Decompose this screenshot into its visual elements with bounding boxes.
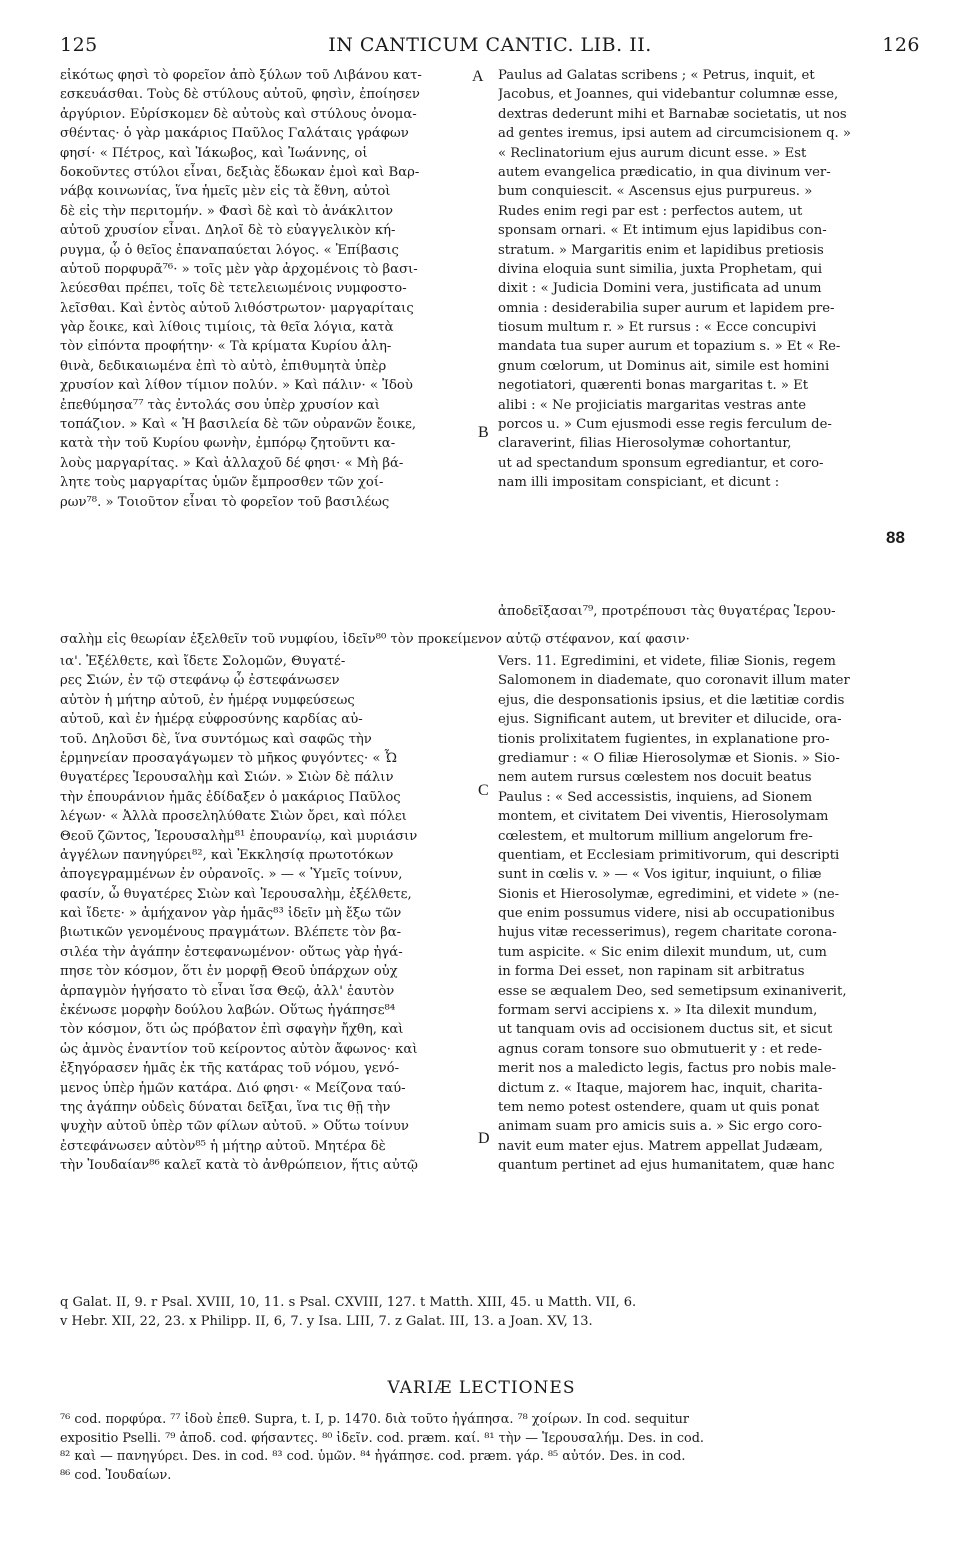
latin-line: Salomonem in diademate, quo coronavit illum mater bbox=[498, 673, 850, 689]
latin-line: in forma Dei esset, non rapinam sit arbitratus bbox=[498, 964, 805, 980]
greek-line: τοῦ. Δηλοῦσι δὲ, ἵνα συντόμως καὶ σαφῶς τὴν bbox=[60, 731, 372, 747]
greek-line: μενος ὑπὲρ ἡμῶν κατάρα. Διό φησι· « Μείζονα ταύ- bbox=[60, 1080, 406, 1096]
page-number-left: 125 bbox=[60, 34, 98, 56]
latin-line: nam illi impositam conspiciant, et dicunt : bbox=[498, 475, 780, 491]
bridge-line-block bbox=[60, 630, 920, 649]
latin-line: sponsam ornari. « Et intimum ejus lapidibus con- bbox=[498, 223, 827, 239]
greek-line: Θεοῦ ζῶντος, Ἱερουσαλὴμ⁸¹ ἐπουρανίῳ, καὶ μυριάσιν bbox=[60, 828, 418, 844]
latin-line: merit nos a maledicto legis, factus pro nobis male- bbox=[498, 1061, 837, 1077]
greek-line: τὴν Ἰουδαίαν⁸⁶ καλεῖ κατὰ τὸ ἀνθρώπειον, ἥτις αὐτῷ bbox=[60, 1158, 418, 1174]
latin-line: stratum. » Margaritis enim et lapidibus pretiosis bbox=[498, 242, 824, 258]
greek-line: νάβᾳ κοινωνίας, ἵνα ἡμεῖς μὲν εἰς τὰ ἔθνη, αὐτοὶ bbox=[60, 184, 391, 200]
latin-line: Jacobus, et Joannes, qui videbantur columnæ esse, bbox=[498, 87, 839, 103]
latin-line: tum aspicite. « Sic enim dilexit mundum, ut, cum bbox=[498, 944, 827, 960]
bridge-line: σαλὴμ εἰς θεωρίαν ἐξελθεῖν τοῦ νυμφίου, ἰδεῖν⁸⁰ τὸν προκείμενον αὐτῷ στέφανον, καί φασιν· bbox=[60, 632, 690, 647]
greek-line: ἐκένωσε μορφὴν δούλου λαβών. Οὕτως ἠγάπησε⁸⁴ bbox=[60, 1003, 396, 1019]
greek-line: σιλέα τὴν ἀγάπην ἐστεφανωμένον· οὕτως γὰρ ἠγά- bbox=[60, 944, 403, 960]
variae-lectiones bbox=[60, 1411, 920, 1485]
greek-column-upper bbox=[60, 66, 465, 512]
reference-line: v Hebr. XII, 22, 23. x Philipp. II, 6, 7. y Isa. LIII, 7. z Galat. III, 13. a Joan. XV, 13. bbox=[60, 1314, 593, 1329]
greek-line: λέγων· « Ἀλλὰ προσεληλύθατε Σιὼν ὄρει, καὶ πόλει bbox=[60, 809, 407, 825]
greek-line: θυγατέρες Ἱερουσαλὴμ καὶ Σιών. » Σιὼν δὲ πάλιν bbox=[60, 770, 394, 786]
greek-line: θινὰ, δεδικαιωμένα ἐπὶ τὸ αὐτὸ, ἐπιθυμητὰ ὑπὲρ bbox=[60, 358, 387, 374]
latin-line: negotiatori, quærenti bonas margaritas t. » Et bbox=[498, 378, 809, 394]
greek-line: κατὰ τὴν τοῦ Κυρίου φωνὴν, ἐμπόρῳ ζητοῦντι κα- bbox=[60, 436, 396, 452]
greek-line: ια'. Ἐξέλθετε, καὶ ἴδετε Σολομῶν, Θυγατέ- bbox=[60, 654, 346, 669]
latin-line: grediamur : « O filiæ Hierosolymæ et Sionis. » Sio- bbox=[498, 750, 840, 766]
greek-line: εσκευάσθαι. Τοὺς δὲ στύλους αὐτοῦ, φησὶν, ἐποίησεν bbox=[60, 87, 420, 103]
latin-line: quentiam, et Ecclesiam primitivorum, qui descripti bbox=[498, 847, 840, 863]
greek-line: ἀργύριον. Εὑρίσκομεν δὲ αὐτοὺς καὶ στύλους ὀνομα- bbox=[60, 106, 417, 122]
latin-line: dextras dederunt mihi et Barnabæ societatis, ut nos bbox=[498, 106, 847, 122]
latin-line: agnus coram tonsore suo obmutuerit y : et rede- bbox=[498, 1041, 822, 1057]
latin-line: Rudes enim regi par est : perfectos autem, ut bbox=[498, 203, 803, 219]
reference-line: q Galat. II, 9. r Psal. XVIII, 10, 11. s Psal. CXVIII, 127. t Matth. XIII, 45. u Matth. VII, 6. bbox=[60, 1295, 637, 1310]
latin-line: tionis prolixitatem fugientes, in explanatione pro- bbox=[498, 731, 830, 747]
greek-column-lower bbox=[60, 652, 465, 1176]
latin-line: ut tanquam ovis ad occisionem ductus sit, et sicut bbox=[498, 1022, 833, 1038]
greek-line: αὐτοῦ, καὶ ἐν ἡμέρᾳ εὐφροσύνης καρδίας αὐ- bbox=[60, 712, 363, 728]
variant-line: ⁸⁶ cod. Ἰουδαίων. bbox=[60, 1467, 172, 1483]
latin-line: mandata tua super aurum et topazium s. » Et « Re- bbox=[498, 339, 841, 355]
greek-line: σθέντας· ὁ γὰρ μακάριος Παῦλος Γαλάταις γράφων bbox=[60, 126, 409, 142]
latin-column-upper bbox=[498, 66, 920, 493]
latin-line: ad gentes iremus, ipsi autem ad circumcisionem q. » bbox=[498, 126, 851, 142]
greek-line: βιωτικῶν γενομένους πραγμάτων. Βλέπετε τὸν βα- bbox=[60, 925, 402, 941]
latin-line: divina eloquia sunt similia, juxta Prophetam, qui bbox=[498, 261, 823, 277]
variant-line: ⁷⁶ cod. πορφύρα. ⁷⁷ ἰδοὺ ἐπεθ. Supra, t. I, p. 1470. διὰ τοῦτο ἠγάπησα. ⁷⁸ χοίρων. In cod. sequitur bbox=[60, 1412, 689, 1427]
greek-line: τὸν κόσμον, ὅτι ὡς πρόβατον ἐπὶ σφαγὴν ἤχθη, καὶ bbox=[60, 1022, 404, 1038]
latin-line: sunt in cœlis v. » — « Vos igitur, inquiunt, o filiæ bbox=[498, 867, 822, 883]
latin-line: tem nemo potest ostendere, quam ut quis ponat bbox=[498, 1099, 820, 1115]
latin-column-lower bbox=[498, 652, 920, 1176]
latin-line: navit eum mater ejus. Matrem appellat Judæam, bbox=[498, 1138, 823, 1154]
running-header bbox=[60, 34, 920, 60]
margin-marker-c: C bbox=[478, 782, 489, 799]
greek-line: εἰκότως φησὶ τὸ φορεῖον ἀπὸ ξύλων τοῦ Λιβάνου κατ- bbox=[60, 68, 422, 83]
greek-line: αὐτοῦ χρυσίον εἶναι. Δηλοῖ δὲ τὸ εὐαγγελικὸν κή- bbox=[60, 223, 396, 239]
greek-line: ἐξηγόρασεν ἡμᾶς ἐκ τῆς κατάρας τοῦ νόμου, γενό- bbox=[60, 1061, 400, 1077]
greek-line: ρυγμα, ᾧ ὁ θεῖος ἐπαναπαύεται λόγος. « Ἐπίβασις bbox=[60, 242, 399, 258]
latin-line: ejus, die desponsationis ipsius, et die lætitiæ cordis bbox=[498, 692, 845, 708]
greek-line: ψυχὴν αὐτοῦ ὑπὲρ τῶν φίλων αὐτοῦ. » Οὕτω τοίνυν bbox=[60, 1119, 409, 1135]
latin-line: Sionis et Hierosolymæ, egredimini, et videte » (ne- bbox=[498, 886, 840, 902]
greek-line: ἐπεθύμησα⁷⁷ τὰς ἐντολάς σου ὑπὲρ χρυσίον καὶ bbox=[60, 397, 380, 413]
latin-line: nem autem rursus cœlestem nos docuit beatus bbox=[498, 770, 812, 786]
latin-line: porcos u. » Cum ejusmodi esse regis ferculum de- bbox=[498, 417, 832, 433]
latin-line: omnia : desiderabilia super aurum et lapidem pre- bbox=[498, 300, 835, 316]
variant-line: expositio Pselli. ⁷⁹ ἀποδ. cod. φήσαντες. ⁸⁰ ἰδεῖν. cod. præm. καί. ⁸¹ τὴν — Ἱερουσαλήμ. Des. in cod. bbox=[60, 1430, 704, 1446]
latin-line: dixit : « Judicia Domini vera, justificata ad unum bbox=[498, 281, 822, 297]
greek-line: τοπάζιον. » Καὶ « Ἡ βασιλεία δὲ τῶν οὐρανῶν ἔοικε, bbox=[60, 417, 417, 433]
greek-line: αὐτὸν ἡ μήτηρ αὐτοῦ, ἐν ἡμέρᾳ νυμφεύσεως bbox=[60, 692, 355, 708]
greek-line: φησί· « Πέτρος, καὶ Ἰάκωβος, καὶ Ἰωάννης, οἱ bbox=[60, 145, 368, 161]
latin-line: formam servi accipiens x. » Ita dilexit mundum, bbox=[498, 1003, 818, 1019]
greek-bridge-right bbox=[498, 602, 920, 621]
scripture-references bbox=[60, 1293, 920, 1331]
greek-line: ἁρπαγμὸν ἡγήσατο τὸ εἶναι ἴσα Θεῷ, ἀλλ' ἑαυτὸν bbox=[60, 983, 395, 999]
latin-line: alibi : « Ne projiciatis margaritas vestras ante bbox=[498, 397, 807, 413]
greek-line: χρυσίον καὶ λίθον τίμιον πολύν. » Καὶ πάλιν· « Ἰδοὺ bbox=[60, 378, 413, 394]
latin-line: esse se æqualem Deo, sed semetipsum exinaniverit, bbox=[498, 983, 847, 999]
running-title: IN CANTICUM CANTIC. LIB. II. bbox=[328, 34, 652, 56]
page-number-right: 126 bbox=[882, 34, 920, 56]
latin-line: ejus. Significant autem, ut breviter et dilucide, ora- bbox=[498, 712, 842, 728]
latin-line: Paulus : « Sed accessistis, inquiens, ad Sionem bbox=[498, 789, 813, 805]
column-number-badge: 88 bbox=[886, 528, 905, 547]
variant-line: ⁸² καὶ — πανηγύρει. Des. in cod. ⁸³ cod. ὑμῶν. ⁸⁴ ἠγάπησε. cod. præm. γάρ. ⁸⁵ αὐτόν. Des. in cod. bbox=[60, 1449, 686, 1464]
latin-line: « Reclinatorium ejus aurum dicunt esse. » Est bbox=[498, 145, 807, 161]
latin-line: Vers. 11. Egredimini, et videte, filiæ Sionis, regem bbox=[498, 654, 836, 669]
bridge-prefix-line: ἀποδεῖξασαι⁷⁹, προτρέπουσι τὰς θυγατέρας Ἱερου- bbox=[498, 604, 836, 619]
greek-line: ρες Σιών, ἐν τῷ στεφάνῳ ᾧ ἐστεφάνωσεν bbox=[60, 673, 340, 689]
greek-line: τὴν ἐπουράνιον ἡμᾶς ἐδίδαξεν ὁ μακάριος Παῦλος bbox=[60, 789, 401, 805]
greek-line: ρων⁷⁸. » Τοιοῦτον εἶναι τὸ φορεῖον τοῦ βασιλέως bbox=[60, 494, 390, 510]
greek-line: της ἀγάπην οὐδεὶς δύναται δεῖξαι, ἵνα τις θῇ τὴν bbox=[60, 1099, 391, 1115]
greek-line: ἑρμηνείαν προσαγάγωμεν τὸ μῆκος φυγόντες· « Ὦ bbox=[60, 750, 398, 766]
variae-lectiones-title: VARIÆ LECTIONES bbox=[387, 1378, 576, 1398]
greek-line: λεύεσθαι πρέπει, τοῖς δὲ τετελειωμένοις νυμφοστο- bbox=[60, 281, 407, 297]
latin-line: ut ad spectandum sponsum egrediantur, et coro- bbox=[498, 455, 824, 471]
latin-line: autem evangelica prædicatio, in qua divinum ver- bbox=[498, 164, 831, 180]
greek-line: τὸν εἰπόντα προφήτην· « Τὰ κρίματα Κυρίου ἀλη- bbox=[60, 339, 392, 355]
greek-line: αὐτοῦ πορφυρᾶ⁷⁶· » τοῖς μὲν γὰρ ἀρχομένοις τὸ βασι- bbox=[60, 261, 418, 277]
latin-line: gnum cœlorum, ut Dominus ait, simile est homini bbox=[498, 358, 830, 374]
greek-line: ὡς ἀμνὸς ἐναντίον τοῦ κείροντος αὐτὸν ἄφωνος· καὶ bbox=[60, 1041, 418, 1057]
greek-line: ἀγγέλων πανηγύρει⁸², καὶ Ἐκκλησίᾳ πρωτοτόκων bbox=[60, 847, 394, 863]
latin-line: que enim possumus videre, nisi ab occupationibus bbox=[498, 906, 835, 922]
greek-line: γὰρ ἔοικε, καὶ λίθοις τιμίοις, τὰ θεῖα λόγια, κατὰ bbox=[60, 320, 394, 336]
latin-line: Paulus ad Galatas scribens ; « Petrus, inquit, et bbox=[498, 68, 815, 83]
latin-line: dictum z. « Itaque, majorem hac, inquit, charita- bbox=[498, 1080, 823, 1096]
greek-line: φασίν, ὦ θυγατέρες Σιὼν καὶ Ἱερουσαλὴμ, ἐξέλθετε, bbox=[60, 886, 412, 902]
latin-line: quantum pertinet ad ejus humanitatem, quæ hanc bbox=[498, 1158, 835, 1174]
margin-marker-a: A bbox=[472, 68, 484, 85]
greek-line: πησε τὸν κόσμον, ὅτι ἐν μορφῇ Θεοῦ ὑπάρχων οὐχ bbox=[60, 964, 398, 980]
greek-line: λητε τοὺς μαργαρίτας ὑμῶν ἔμπροσθεν τῶν χοί- bbox=[60, 475, 384, 491]
greek-line: λεῖσθαι. Καὶ ἐντὸς αὐτοῦ λιθόστρωτον· μαργαρίταις bbox=[60, 300, 414, 316]
margin-marker-b: B bbox=[478, 424, 489, 441]
latin-line: tiosum multum r. » Et rursus : « Ecce concupivi bbox=[498, 320, 817, 336]
greek-line: δὲ εἰς τὴν περιτομήν. » Φασὶ δὲ καὶ τὸ ἀνάκλιτον bbox=[60, 203, 394, 219]
latin-line: cœlestem, et multorum millium angelorum fre- bbox=[498, 828, 813, 844]
latin-line: montem, et civitatem Dei viventis, Hierosolymam bbox=[498, 809, 829, 825]
latin-line: hujus vitæ recesserimus), regem charitate corona- bbox=[498, 925, 837, 941]
latin-line: animam suam pro amicis suis a. » Sic ergo coro- bbox=[498, 1119, 822, 1135]
greek-line: ἐστεφάνωσεν αὐτὸν⁸⁵ ἡ μήτηρ αὐτοῦ. Μητέρα δὲ bbox=[60, 1138, 386, 1154]
greek-line: καὶ ἴδετε· » ἀμήχανον γὰρ ἡμᾶς⁸³ ἰδεῖν μὴ ἔξω τῶν bbox=[60, 906, 402, 922]
greek-line: δοκοῦντες στύλοι εἶναι, δεξιὰς ἔδωκαν ἐμοὶ καὶ Βαρ- bbox=[60, 164, 420, 180]
latin-line: bum conquiescit. « Ascensus ejus purpureus. » bbox=[498, 184, 813, 200]
greek-line: ἀπογεγραμμένων ἐν οὐρανοῖς. » — « Ὑμεῖς τοίνυν, bbox=[60, 867, 403, 883]
greek-line: λοὺς μαργαρίτας. » Καὶ ἀλλαχοῦ δέ φησι· « Μὴ βά- bbox=[60, 455, 404, 471]
margin-marker-d: D bbox=[478, 1130, 490, 1147]
latin-line: claraverint, filias Hierosolymæ cohortantur, bbox=[498, 436, 792, 452]
